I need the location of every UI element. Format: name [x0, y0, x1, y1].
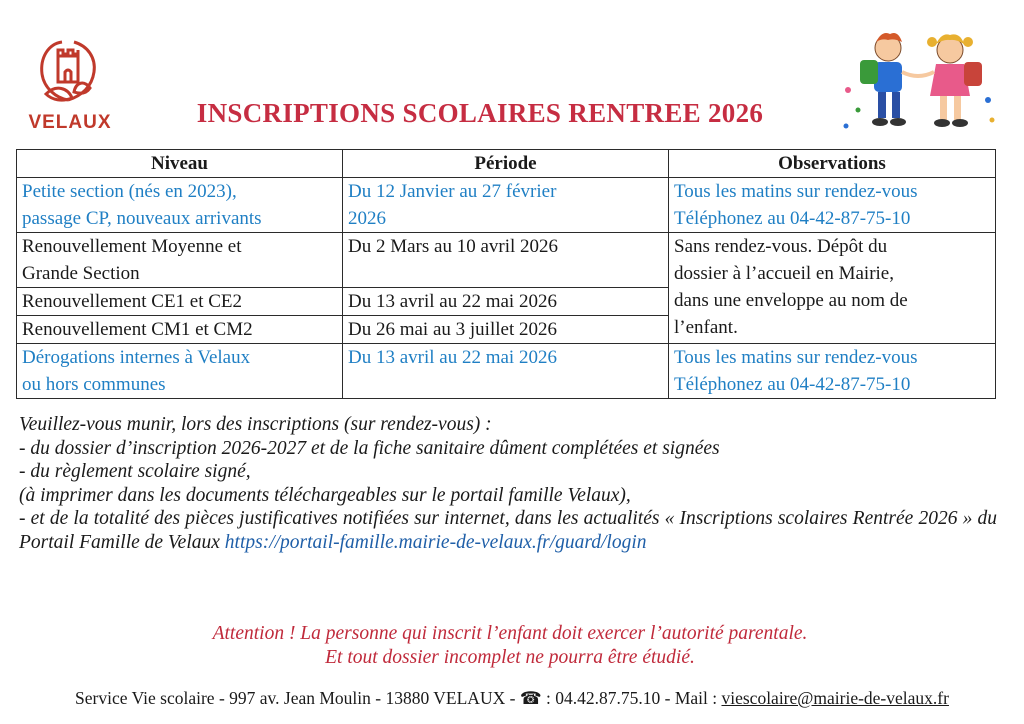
cell-periode: Du 13 avril au 22 mai 2026 — [343, 344, 669, 399]
header-periode: Période — [343, 150, 669, 178]
cell-niveau: Renouvellement Moyenne et Grande Section — [17, 233, 343, 288]
instructions-intro: Veuillez-vous munir, lors des inscriptions (sur rendez-vous) : — [19, 414, 492, 435]
instructions-item: - du dossier d’inscription 2026-2027 et de la fiche sanitaire dûment complétées et signées — [19, 437, 720, 459]
table-row — [17, 344, 996, 399]
header-observations: Observations — [669, 150, 996, 178]
attention-line: Attention ! La personne qui inscrit l’enfant doit exercer l’autorité parentale. — [212, 623, 808, 644]
cell-niveau: Dérogations internes à Velaux ou hors communes — [17, 344, 343, 399]
footer-address: Service Vie scolaire - 997 av. Jean Moulin - 13880 VELAUX - — [75, 688, 520, 708]
cell-observations: Tous les matins sur rendez-vous Téléphonez au 04-42-87-75-10 — [669, 344, 996, 399]
portal-link[interactable]: https://portail-famille.mairie-de-velaux.fr/guard/login — [224, 531, 647, 553]
table-row — [17, 178, 996, 233]
instructions-item: - du règlement scolaire signé, — [19, 461, 251, 482]
cell-periode: Du 2 Mars au 10 avril 2026 — [343, 233, 669, 288]
cell-niveau: Renouvellement CE1 et CE2 — [17, 288, 343, 316]
attention-notice — [60, 622, 960, 670]
instructions-item: - et de la totalité des pièces justificatives notifiées sur internet, dans les actualités « Inscriptions scolaires Rentrée 2026 » du Portail Famille de Velaux https://portail-famille.mairie-de-velaux.fr/guard/login — [19, 508, 997, 553]
cell-observations: Tous les matins sur rendez-vous Téléphonez au 04-42-87-75-10 — [669, 178, 996, 233]
velaux-castle-leaf-icon — [32, 36, 104, 110]
cell-niveau: Petite section (nés en 2023), passage CP, nouveaux arrivants — [17, 178, 343, 233]
velaux-logo — [18, 36, 118, 136]
footer-phone: : 04.42.87.75.10 - Mail : — [541, 688, 722, 708]
page-title: INSCRIPTIONS SCOLAIRES RENTREE 2026 — [196, 98, 764, 128]
cell-niveau: Renouvellement CM1 et CM2 — [17, 316, 343, 344]
header-niveau: Niveau — [17, 150, 343, 178]
footer-email-link[interactable]: viescolaire@mairie-de-velaux.fr — [721, 688, 949, 708]
cell-merged-observation: Sans rendez-vous. Dépôt du dossier à l’accueil en Mairie, dans une enveloppe au nom de l’enfant. — [669, 233, 996, 344]
cell-periode: Du 26 mai au 3 juillet 2026 — [343, 316, 669, 344]
table-row — [17, 233, 996, 288]
cell-periode: Du 13 avril au 22 mai 2026 — [343, 288, 669, 316]
instructions — [19, 413, 997, 554]
attention-line: Et tout dossier incomplet ne pourra être étudié. — [325, 647, 695, 668]
registration-table — [16, 149, 996, 399]
logo-text: VELAUX — [28, 112, 112, 133]
instructions-item: (à imprimer dans les documents téléchargeables sur le portail famille Velaux), — [19, 484, 631, 506]
children-with-backpacks-icon — [838, 30, 998, 138]
cell-periode: Du 12 Janvier au 27 février 2026 — [343, 178, 669, 233]
telephone-icon: ☎ — [519, 688, 542, 708]
table-header-row — [17, 150, 996, 178]
footer — [0, 688, 1024, 709]
